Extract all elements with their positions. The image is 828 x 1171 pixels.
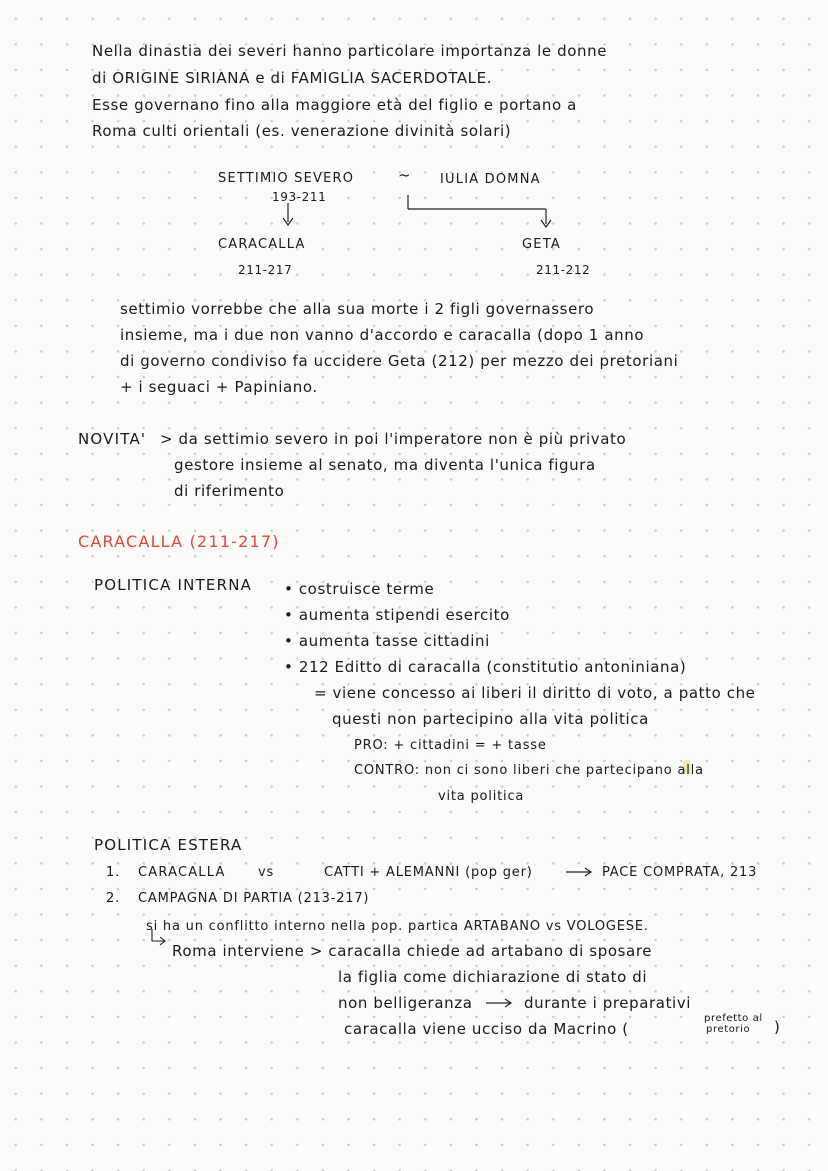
succession-line-1: settimio vorrebbe che alla sua morte i 2 figli governassero: [120, 300, 595, 318]
tree-mother: IULIA DOMNA: [440, 172, 541, 187]
politica-estera-label: POLITICA ESTERA: [94, 836, 243, 854]
partia-line-5: caracalla viene ucciso da Macrino (: [344, 1020, 629, 1038]
succession-line-2: insieme, ma i due non vanno d'accordo e caracalla (dopo 1 anno: [120, 326, 645, 344]
partia-note-prefetto: prefetto al: [704, 1013, 763, 1024]
partia-line-5-close: ): [774, 1018, 781, 1036]
tree-son-geta: GETA: [522, 237, 561, 252]
succession-line-4: + i seguaci + Papiniano.: [120, 378, 318, 396]
editto-line-2: questi non partecipino alla vita politica: [332, 710, 649, 728]
partia-line-4: non belligeranza: [338, 994, 473, 1012]
family-tree-lines: [0, 0, 828, 260]
corner-arrow-icon: [150, 929, 172, 947]
partia-line-1: si ha un conflitto interno nella pop. partica ARTABANO vs VOLOGESE.: [146, 919, 649, 934]
interna-item-stipendi: • aumenta stipendi esercito: [284, 606, 510, 624]
partia-line-3: la figlia come dichiarazione di stato di: [338, 968, 648, 986]
tree-son-caracalla-years: 211-217: [238, 263, 293, 277]
estera-item-1-caracalla: CARACALLA: [138, 865, 226, 880]
tree-father: SETTIMIO SEVERO: [218, 171, 355, 186]
editto-line-1: = viene concesso ai liberi il diritto di voto, a patto che: [314, 684, 756, 702]
arrow-right-icon: [566, 864, 596, 880]
interna-item-tasse: • aumenta tasse cittadini: [284, 632, 490, 650]
tree-father-years: 193-211: [272, 190, 327, 204]
partia-line-2: Roma interviene > caracalla chiede ad artabano di sposare: [172, 942, 653, 960]
intro-line-4: Roma culti orientali (es. venerazione divinità solari): [92, 122, 512, 140]
interna-item-editto: • 212 Editto di caracalla (constitutio antoniniana): [284, 658, 687, 676]
novita-line-3: di riferimento: [174, 482, 285, 500]
arrow-right-icon: [486, 995, 516, 1011]
intro-line-3: Esse governano fino alla maggiore età del figlio e portano a: [92, 96, 577, 114]
novita-line-2: gestore insieme al senato, ma diventa l'unica figura: [174, 456, 596, 474]
section-title-caracalla: CARACALLA (211-217): [78, 532, 280, 551]
novita-line-1: > da settimio severo in poi l'imperatore non è più privato: [160, 430, 627, 448]
partia-line-4b: durante i preparativi: [524, 994, 692, 1012]
interna-item-terme: • costruisce terme: [284, 580, 435, 598]
partia-note-pretorio: pretorio: [706, 1024, 751, 1035]
politica-interna-label: POLITICA INTERNA: [94, 576, 253, 594]
editto-contro-line-1: CONTRO: non ci sono liberi che partecipano alla: [354, 763, 704, 778]
estera-item-2-title: CAMPAGNA DI PARTIA (213-217): [138, 891, 370, 906]
estera-item-1-outcome: PACE COMPRATA, 213: [602, 865, 758, 880]
estera-item-2-number: 2.: [106, 891, 121, 906]
novita-label: NOVITA': [78, 430, 147, 448]
intro-line-2: di ORIGINE SIRIANA e di FAMIGLIA SACERDOTALE.: [92, 69, 493, 87]
editto-pro: PRO: + cittadini = + tasse: [354, 738, 547, 753]
intro-line-1: Nella dinastia dei severi hanno particolare importanza le donne: [92, 42, 608, 60]
editto-contro-line-2: vita politica: [438, 789, 525, 804]
tree-marriage-tilde: ~: [398, 166, 412, 184]
estera-item-1-number: 1.: [106, 865, 121, 880]
succession-line-3: di governo condiviso fa uccidere Geta (212) per mezzo dei pretoriani: [120, 352, 679, 370]
estera-item-1-enemies: CATTI + ALEMANNI (pop ger): [324, 865, 533, 880]
estera-item-1-vs: vs: [258, 865, 275, 880]
tree-son-caracalla: CARACALLA: [218, 237, 306, 252]
tree-son-geta-years: 211-212: [536, 263, 591, 277]
